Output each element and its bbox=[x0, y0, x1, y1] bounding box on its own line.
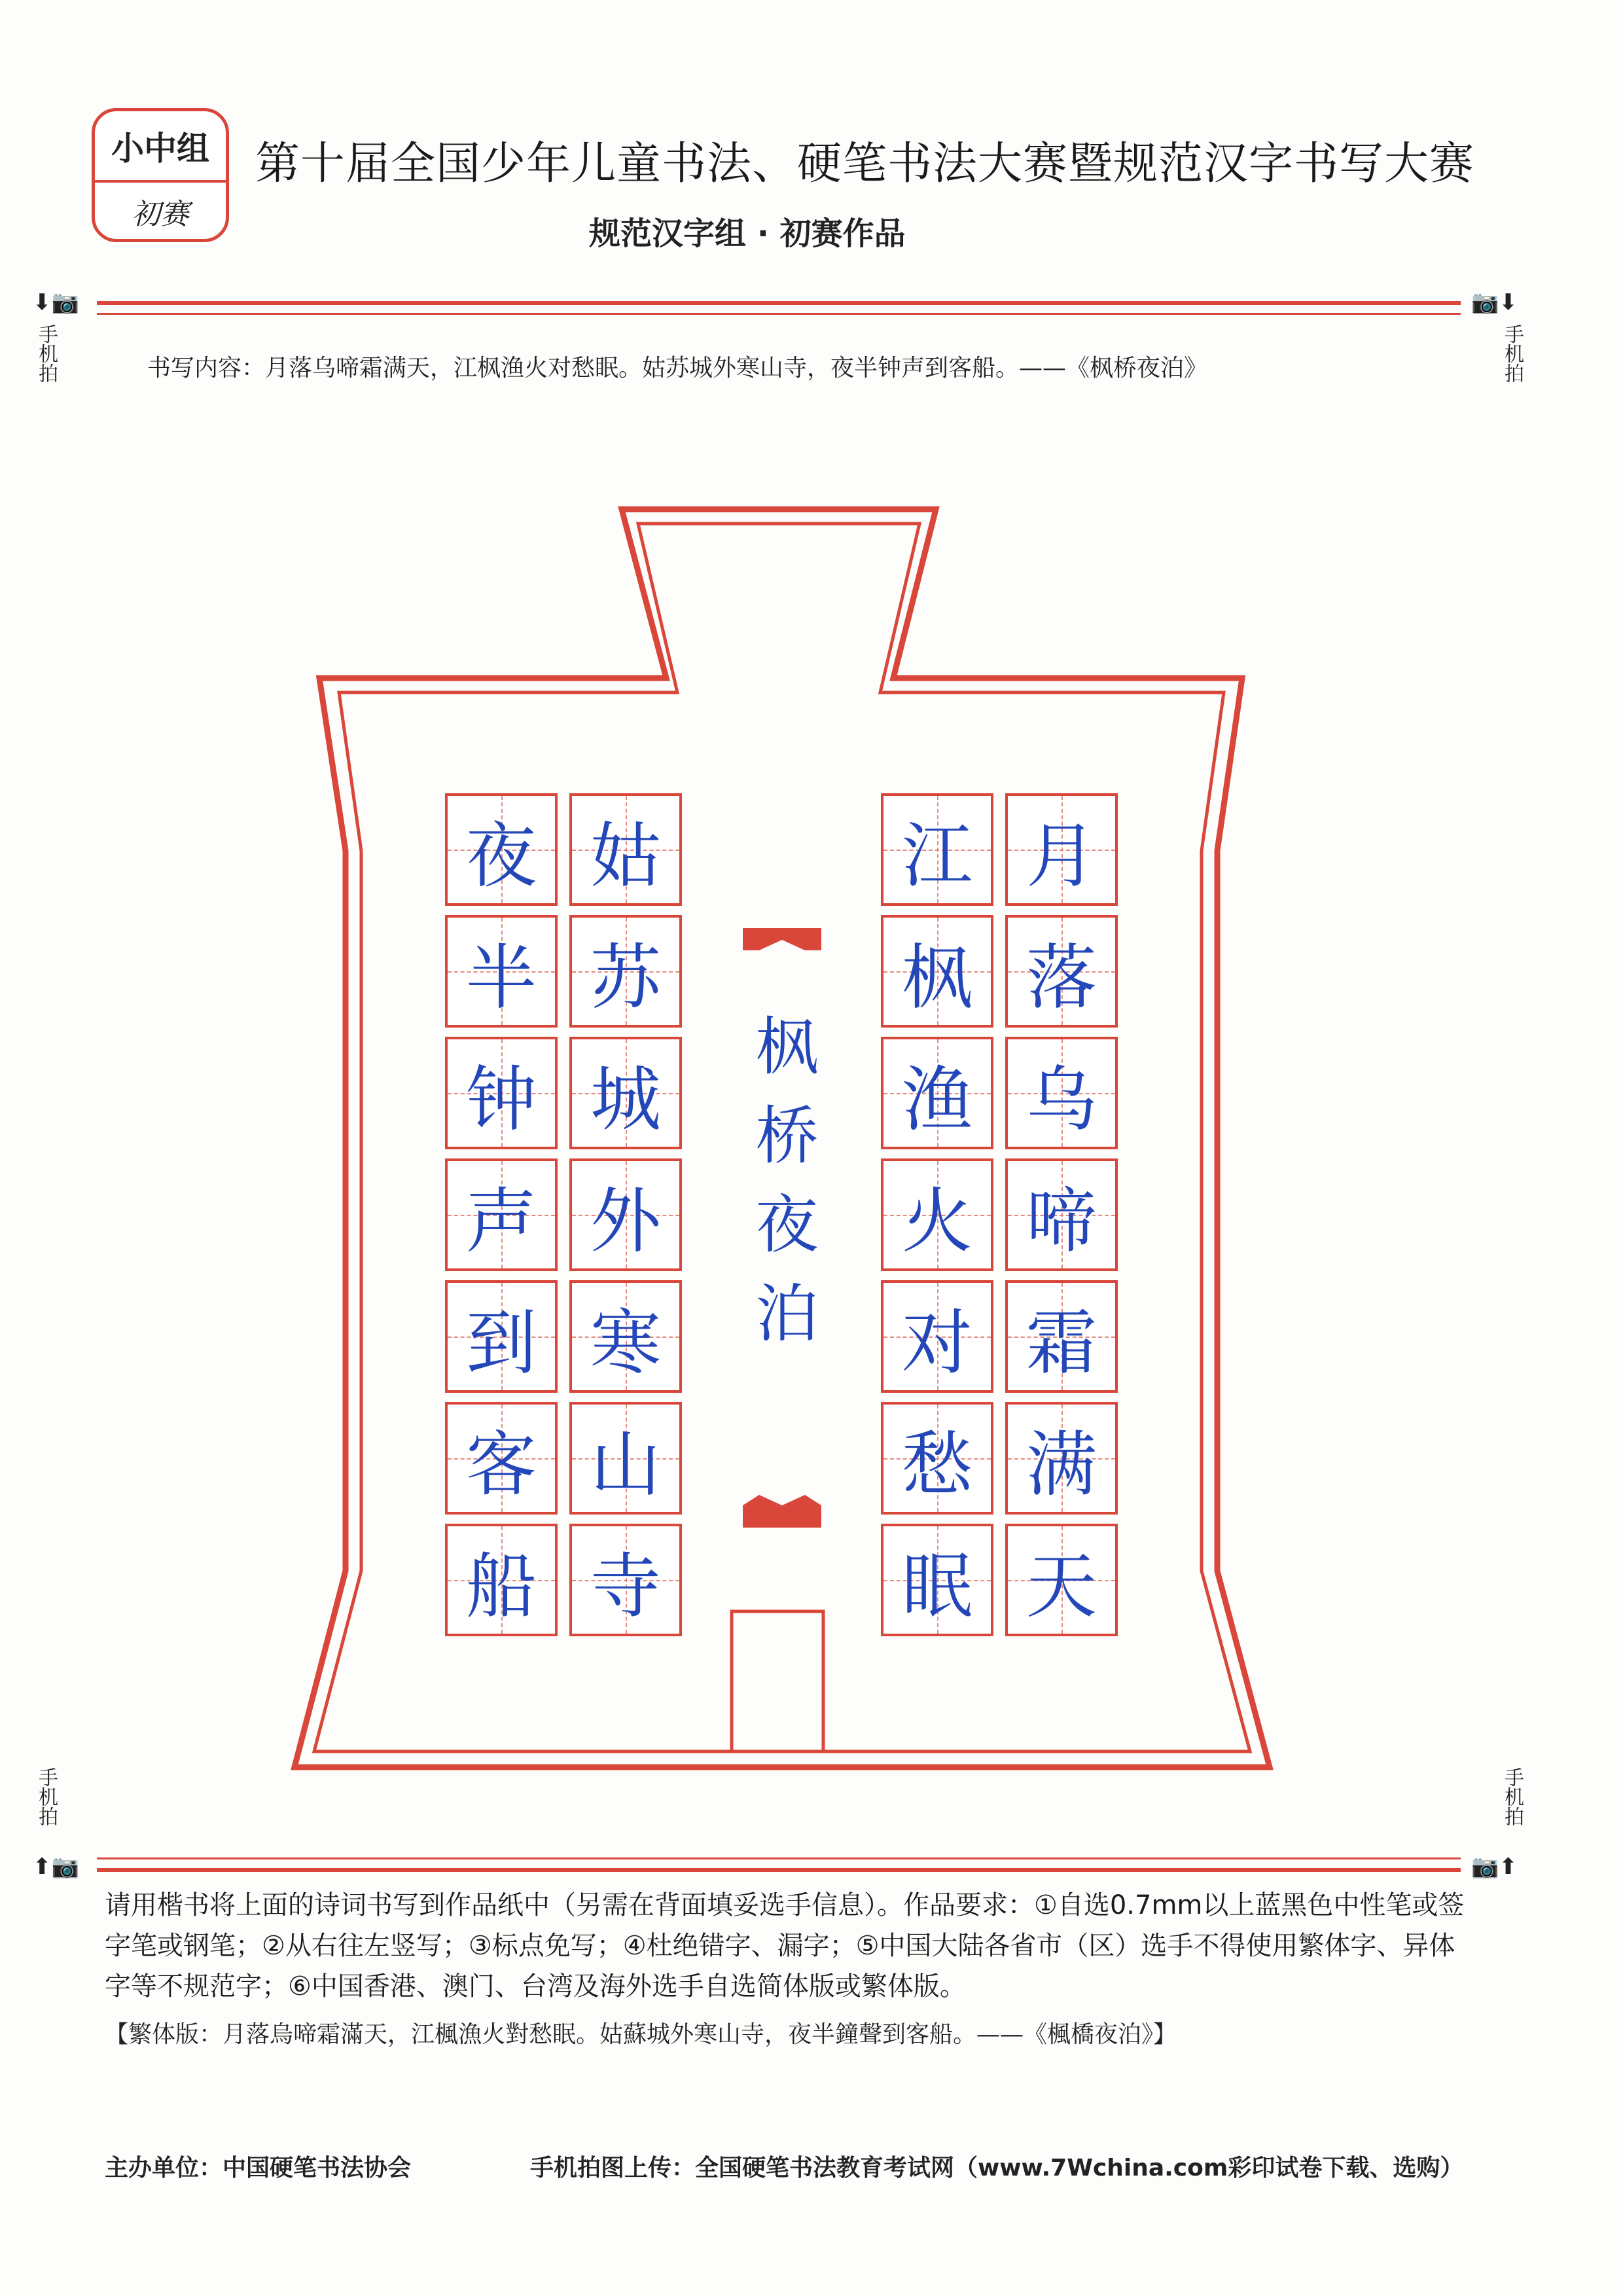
camera-marker-top-left: ⬇📷 bbox=[33, 289, 79, 315]
margin-label-top-right: 手机拍 bbox=[1501, 324, 1524, 383]
margin-label-top-left: 手机拍 bbox=[35, 324, 58, 383]
char-cell: 声 bbox=[445, 1158, 558, 1271]
page-subtitle: 规范汉字组 · 初赛作品 bbox=[589, 215, 906, 252]
poem-title: 枫桥夜泊 bbox=[745, 1013, 819, 1369]
camera-marker-bottom-right: 📷⬆ bbox=[1471, 1854, 1518, 1880]
char-cell: 外 bbox=[569, 1158, 682, 1271]
page-title: 第十届全国少年儿童书法、硬笔书法大赛暨规范汉字书写大赛 bbox=[255, 138, 1475, 190]
char-cell: 苏 bbox=[569, 915, 682, 1028]
margin-label-bottom-left: 手机拍 bbox=[35, 1767, 58, 1826]
camera-marker-bottom-left: ⬆📷 bbox=[33, 1854, 79, 1880]
char-cell: 夜 bbox=[445, 793, 558, 906]
char-cell: 眠 bbox=[881, 1524, 993, 1636]
char-cell: 半 bbox=[445, 915, 558, 1028]
char-cell: 月 bbox=[1005, 793, 1118, 906]
char-cell: 啼 bbox=[1005, 1158, 1118, 1271]
char-cell: 姑 bbox=[569, 793, 682, 906]
footer-organizer: 主办单位：中国硬笔书法协会 bbox=[105, 2155, 412, 2181]
bottom-divider bbox=[97, 1868, 1461, 1872]
char-cell: 对 bbox=[881, 1280, 993, 1393]
char-cell: 满 bbox=[1005, 1402, 1118, 1515]
traditional-version: 【繁体版：月落烏啼霜滿天，江楓漁火對愁眠。姑蘇城外寒山寺，夜半鐘聲到客船。——《楓橋夜泊》】 bbox=[105, 2021, 1177, 2048]
badge-group-label: 小中组 bbox=[95, 111, 226, 183]
char-cell: 船 bbox=[445, 1524, 558, 1636]
writing-content: 书写内容：月落乌啼霜满天，江枫渔火对愁眠。姑苏城外寒山寺，夜半钟声到客船。——《枫桥夜泊》 bbox=[147, 355, 1208, 382]
char-cell: 寒 bbox=[569, 1280, 682, 1393]
char-cell: 天 bbox=[1005, 1524, 1118, 1636]
badge-stage-label: 初赛 bbox=[132, 197, 189, 231]
char-cell: 山 bbox=[569, 1402, 682, 1515]
char-cell: 霜 bbox=[1005, 1280, 1118, 1393]
footer-upload: 手机拍图上传：全国硬笔书法教育考试网（www.7Wchina.com彩印试卷下载、选购） bbox=[530, 2155, 1464, 2181]
char-cell: 火 bbox=[881, 1158, 993, 1271]
char-cell: 乌 bbox=[1005, 1037, 1118, 1149]
requirements-text: 请用楷书将上面的诗词书写到作品纸中（另需在背面填妥选手信息）。作品要求：①自选0.7mm以上蓝黑色中性笔或签字笔或钢笔；②从右往左竖写；③标点免写；④杜绝错字、漏字；⑤中国大陆各省市（区）选手不得使用繁体字、异体字等不规范字；⑥中国香港、澳门、台湾及海外选手自选简体版或繁体版。 bbox=[105, 1890, 1465, 2001]
char-cell: 枫 bbox=[881, 915, 993, 1028]
char-cell: 寺 bbox=[569, 1524, 682, 1636]
char-cell: 落 bbox=[1005, 915, 1118, 1028]
char-cell: 城 bbox=[569, 1037, 682, 1149]
char-cell: 渔 bbox=[881, 1037, 993, 1149]
char-cell: 江 bbox=[881, 793, 993, 906]
bottom-divider-thin bbox=[97, 1857, 1461, 1859]
camera-marker-top-right: 📷⬇ bbox=[1471, 289, 1518, 315]
margin-label-bottom-right: 手机拍 bbox=[1501, 1767, 1524, 1826]
char-cell: 到 bbox=[445, 1280, 558, 1393]
char-cell: 愁 bbox=[881, 1402, 993, 1515]
char-cell: 钟 bbox=[445, 1037, 558, 1149]
char-cell: 客 bbox=[445, 1402, 558, 1515]
